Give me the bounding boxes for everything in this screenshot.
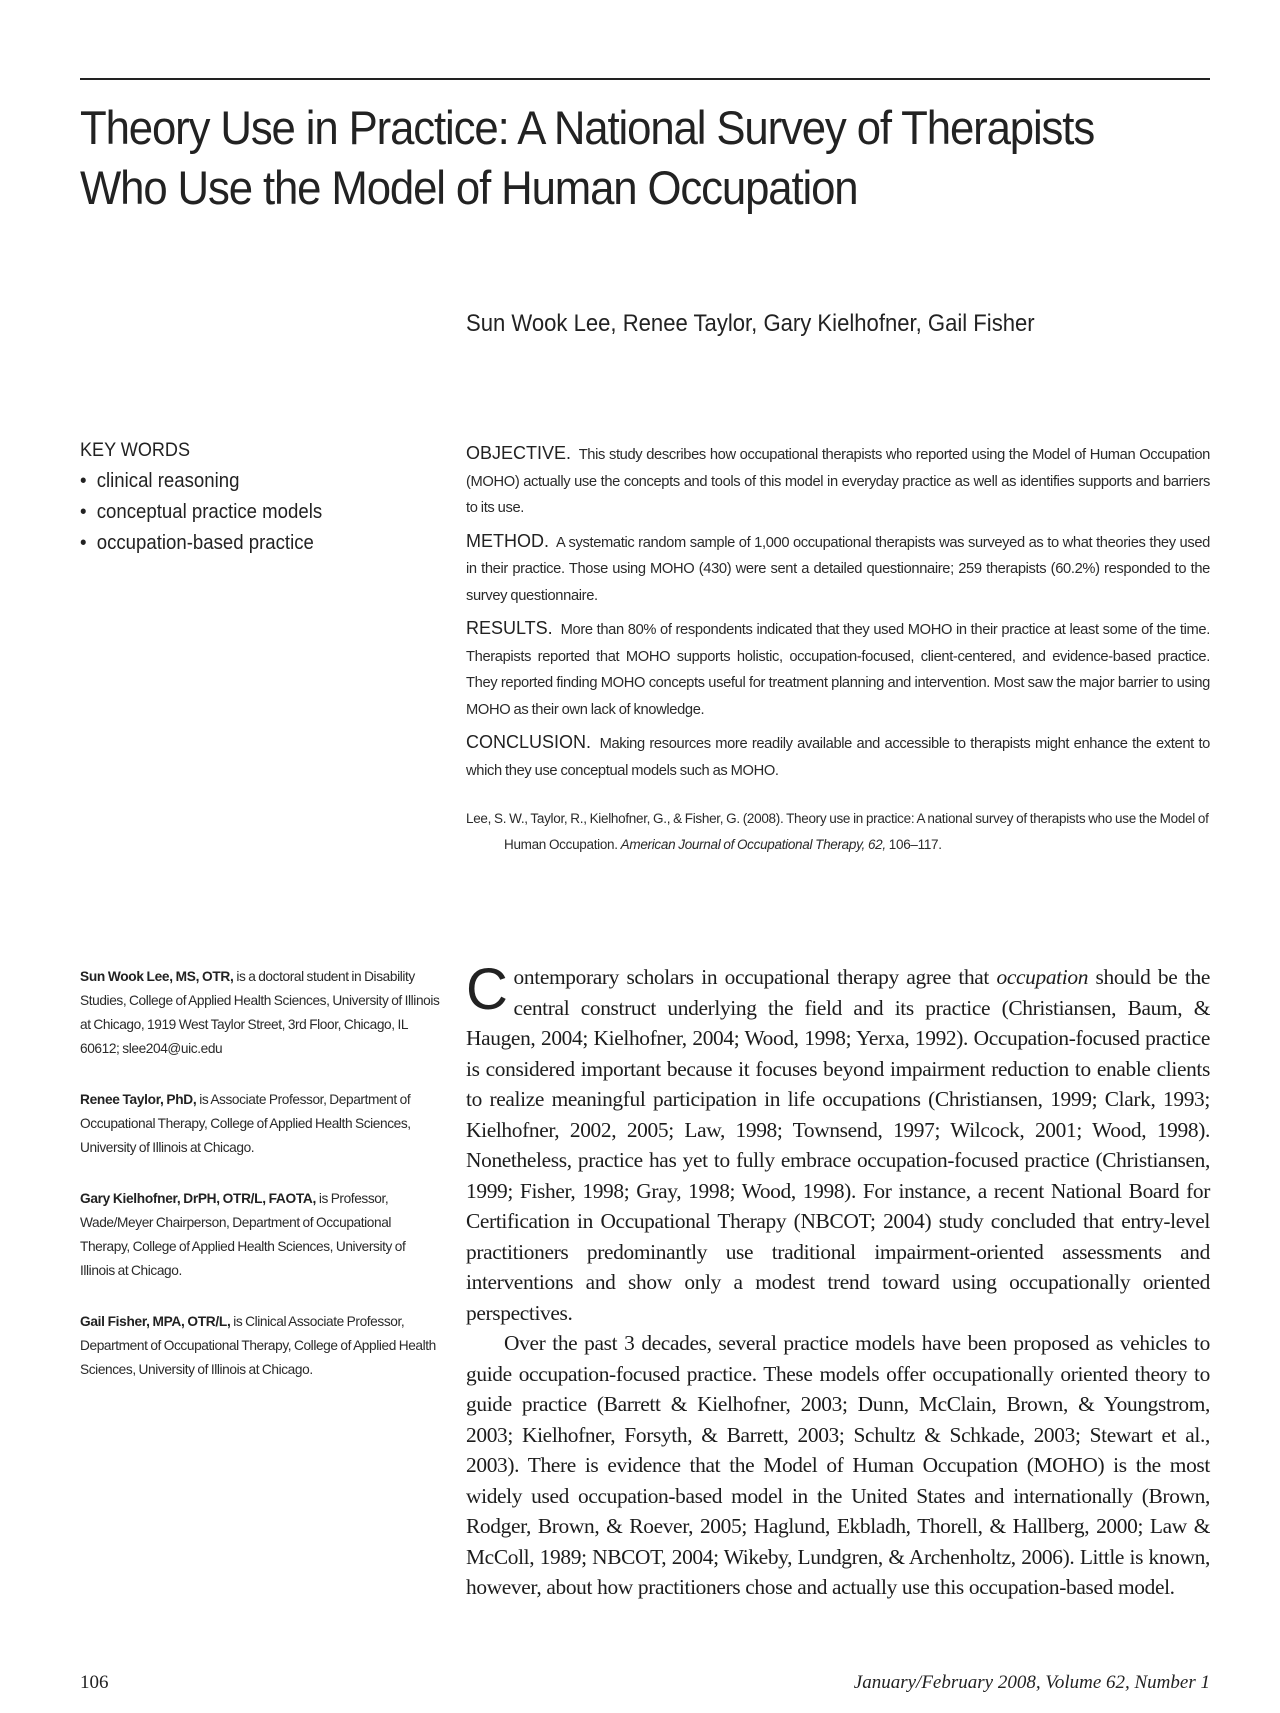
abstract-results-heading: RESULTS.	[466, 618, 553, 638]
affiliation-entry	[80, 965, 440, 1061]
emphasis-term: occupation	[996, 965, 1089, 989]
author-affiliations	[80, 965, 440, 1409]
affiliation-name: Gary Kielhofner, DrPH, OTR/L, FAOTA,	[80, 1191, 316, 1206]
abstract-results	[466, 615, 1210, 723]
affiliation-name: Gail Fisher, MPA, OTR/L,	[80, 1314, 231, 1329]
affiliation-text: is Clinical Associate Professor, Department of Occupational Therapy, College of Applied Health Sciences, University of Illinois at Chicago.	[80, 1314, 436, 1377]
affiliation-entry	[80, 1310, 440, 1382]
affiliation-name: Sun Wook Lee, MS, OTR,	[80, 969, 234, 984]
abstract-conclusion	[466, 729, 1210, 784]
abstract-method	[466, 528, 1210, 610]
citation-pages: 106–117.	[888, 837, 942, 852]
keyword-item: • conceptual practice models	[80, 497, 415, 528]
body-paragraph-1	[466, 957, 1210, 1328]
journal-issue: January/February 2008, Volume 62, Number 1	[853, 1672, 1210, 1693]
article-title-line-2: Who Use the Model of Human Occupation	[80, 161, 858, 214]
affiliation-text: is Associate Professor, Department of Occupational Therapy, College of Applied Health Sciences, University of Illinois at Chicago.	[80, 1092, 411, 1155]
affiliation-text: is a doctoral student in Disability Studies, College of Applied Health Sciences, University of Illinois at Chicago, 1919 West Taylor Street, 3rd Floor, Chicago, IL 60612; slee204@uic.edu	[80, 969, 440, 1056]
abstract-method-text: A systematic random sample of 1,000 occupational therapists was surveyed as to what theories they used in their practice. Those using MOHO (430) were sent a detailed questionnaire; 259 therapists (60.2%) responded to the survey questionnaire.	[466, 534, 1210, 604]
keyword-item: • clinical reasoning	[80, 466, 415, 497]
drop-cap: C	[466, 957, 508, 1022]
abstract-conclusion-heading: CONCLUSION.	[466, 732, 592, 752]
keywords-heading: KEY WORDS	[80, 440, 190, 461]
article-title	[80, 98, 1131, 218]
top-rule	[80, 78, 1210, 80]
abstract-objective	[466, 440, 1210, 522]
citation	[466, 806, 1210, 858]
citation-text: Lee, S. W., Taylor, R., Kielhofner, G., & Fisher, G. (2008). Theory use in practice: A national survey of therapists who use the Model of Human Occupation.	[466, 811, 1209, 852]
affiliation-entry	[80, 1187, 440, 1283]
affiliation-text: is Professor, Wade/Meyer Chairperson, Department of Occupational Therapy, College of Applied Health Sciences, University of Illinois at Chicago.	[80, 1191, 406, 1278]
body-paragraph-1-rest: should be the central construct underlying the field and its practice (Christiansen, Baum, & Haugen, 2004; Kielhofner, 2004; Wood, 1998; Yerxa, 1992). Occupation-focused practice is considered important because it focuses beyond impairment reduction to enable clients to realize meaningful participation in life occupations (Christiansen, 1999; Clark, 1993; Kielhofner, 2002, 2005; Law, 1998; Townsend, 1997; Wilcock, 2001; Wood, 1998). Nonetheless, practice has yet to fully embrace occupation-focused practice (Christiansen, 1999; Fisher, 1998; Gray, 1998; Wood, 1998). For instance, a recent National Board for Certification in Occupational Therapy (NBCOT; 2004) study concluded that entry-level practitioners predominantly use traditional impairment-oriented assessments and interventions and show only a modest trend toward using occupationally oriented perspectives.	[466, 965, 1210, 1325]
page-number: 106	[80, 1672, 109, 1693]
abstract-method-heading: METHOD.	[466, 530, 549, 551]
keywords-box	[80, 440, 440, 559]
author-list: Sun Wook Lee, Renee Taylor, Gary Kielhofner, Gail Fisher	[466, 310, 1035, 337]
affiliation-entry	[80, 1088, 440, 1160]
body-paragraph-2: Over the past 3 decades, several practice models have been proposed as vehicles to guide occupation-focused practice. These models offer occupationally oriented theory to guide practice (Barrett & Kielhofner, 2003; Dunn, McClain, Brown, & Youngstrom, 2003; Kielhofner, Forsyth, & Barrett, 2003; Schultz & Schkade, 2003; Stewart et al., 2003). There is evidence that the Model of Human Occupation (MOHO) is the most widely used occupation-based model in the United States and internationally (Brown, Rodger, Brown, & Roever, 2005; Haglund, Ekbladh, Thorell, & Hallberg, 2000; Law & McColl, 1989; NBCOT, 2004; Wikeby, Lundgren, & Archenholtz, 2006). Little is known, however, about how practitioners chose and actually use this occupation-based model.	[466, 1331, 1210, 1599]
citation-journal: American Journal of Occupational Therapy, 62,	[620, 837, 886, 852]
body-paragraph-1-start: ontemporary scholars in occupational therapy agree that	[513, 965, 990, 989]
keywords-list	[80, 466, 440, 559]
abstract-objective-heading: OBJECTIVE.	[466, 443, 572, 463]
article-title-line-1: Theory Use in Practice: A National Survey of Therapists	[80, 101, 1095, 154]
abstract-results-text: More than 80% of respondents indicated that they used MOHO in their practice at least some of the time. Therapists reported that MOHO supports holistic, occupation-focused, client-centered, and evidence-based practice. They reported finding MOHO concepts useful for treatment planning and intervention. Most saw the major barrier to using MOHO as their own lack of knowledge.	[466, 622, 1210, 718]
affiliation-name: Renee Taylor, PhD,	[80, 1092, 197, 1107]
abstract	[466, 440, 1210, 790]
keyword-item: • occupation-based practice	[80, 528, 415, 559]
body-text	[466, 957, 1210, 1603]
abstract-conclusion-text: Making resources more readily available and accessible to therapists might enhance the extent to which they use conceptual models such as MOHO.	[466, 736, 1210, 779]
abstract-objective-text: This study describes how occupational therapists who reported using the Model of Human Occupation (MOHO) actually use the concepts and tools of this model in everyday practice as well as identifies supports and barriers to its use.	[466, 447, 1211, 516]
